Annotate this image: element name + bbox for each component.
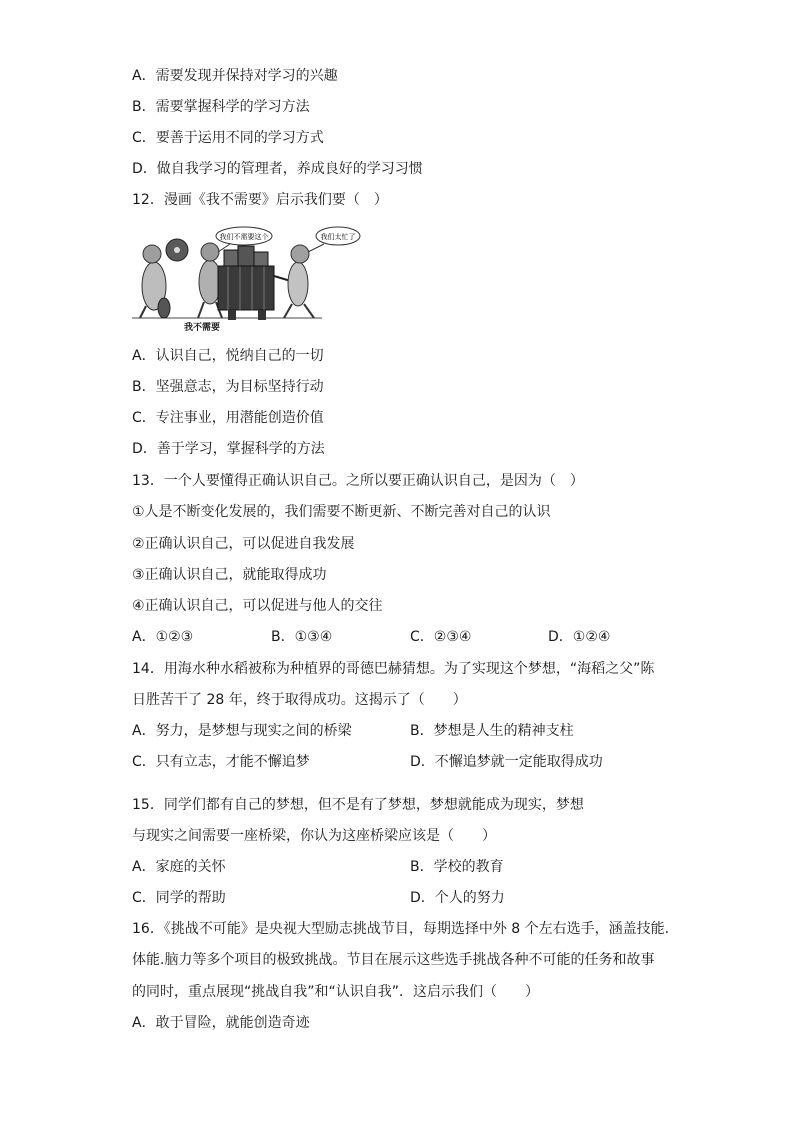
q15-option-c: C．同学的帮助 — [132, 890, 226, 906]
q13-option-c: C．②③④ — [410, 629, 472, 645]
q15-stem-line-1: 15．同学们都有自己的梦想，但不是有了梦想，梦想就能成为现实，梦想 — [132, 797, 584, 813]
q15-option-a: A．家庭的关怀 — [132, 859, 226, 875]
q14-option-b: B．梦想是人生的精神支柱 — [410, 723, 574, 739]
q11-option-a: A．需要发现并保持对学习的兴趣 — [132, 68, 338, 84]
q13-stem: 13．一个人要懂得正确认识自己。之所以要正确认识自己，是因为（ ） — [132, 473, 584, 489]
q12-option-a: A．认识自己，悦纳自己的一切 — [132, 348, 324, 364]
q14-option-d: D．不懈追梦就一定能取得成功 — [410, 754, 603, 770]
q13-item-1: ①人是不断变化发展的，我们需要不断更新、不断完善对自己的认识 — [132, 504, 551, 520]
q12-option-b: B．坚强意志，为目标坚持行动 — [132, 379, 324, 395]
q12-stem: 12．漫画《我不需要》启示我们要（ ） — [132, 192, 388, 208]
q13-option-b: B．①③④ — [271, 629, 333, 645]
bubble-2-text: 我们太忙了 — [320, 233, 356, 241]
q16-stem-line-1: 16．《挑战不可能》是央视大型励志挑战节目，每期选择中外 8 个左右选手，涵盖技能. — [132, 921, 670, 937]
q11-option-c: C．要善于运用不同的学习方式 — [132, 130, 324, 146]
q12-option-d: D．善于学习，掌握科学的方法 — [132, 441, 325, 457]
q16-option-a: A．敢于冒险，就能创造奇迹 — [132, 1015, 310, 1031]
q15-option-d: D．个人的努力 — [410, 890, 505, 906]
cartoon-image — [132, 226, 362, 338]
cartoon-drawing — [132, 226, 362, 338]
q16-stem-line-3: 的同时，重点展现“挑战自我”和“认识自我”．这启示我们（ ） — [132, 984, 540, 1000]
q16-stem-line-2: 体能.脑力等多个项目的极致挑战。节目在展示这些选手挑战各种不可能的任务和故事 — [132, 952, 655, 968]
q15-option-b: B．学校的教育 — [410, 859, 504, 875]
q15-stem-line-2: 与现实之间需要一座桥梁，你认为这座桥梁应该是（ ） — [132, 828, 496, 844]
q13-item-3: ③正确认识自己，就能取得成功 — [132, 567, 327, 583]
q13-option-d: D．①②④ — [548, 629, 611, 645]
q14-stem-line-2: 日胜苦干了 28 年，终于取得成功。这揭示了（ ） — [132, 692, 467, 708]
bubble-1-text: 我们不需要这个 — [219, 233, 269, 241]
q14-stem-line-1: 14．用海水种水稻被称为种植界的哥德巴赫猜想。为了实现这个梦想，“海稻之父”陈 — [132, 661, 655, 677]
q12-option-c: C．专注事业，用潜能创造价值 — [132, 410, 324, 426]
q13-item-4: ④正确认识自己，可以促进与他人的交往 — [132, 598, 383, 614]
q11-option-d: D．做自我学习的管理者，养成良好的学习习惯 — [132, 161, 423, 177]
cartoon-caption: 我不需要 — [184, 323, 221, 333]
q14-option-c: C．只有立志，才能不懈追梦 — [132, 754, 310, 770]
q14-option-a: A．努力，是梦想与现实之间的桥梁 — [132, 723, 352, 739]
q13-item-2: ②正确认识自己，可以促进自我发展 — [132, 536, 355, 552]
q11-option-b: B．需要掌握科学的学习方法 — [132, 99, 310, 115]
q13-option-a: A．①②③ — [132, 629, 194, 645]
